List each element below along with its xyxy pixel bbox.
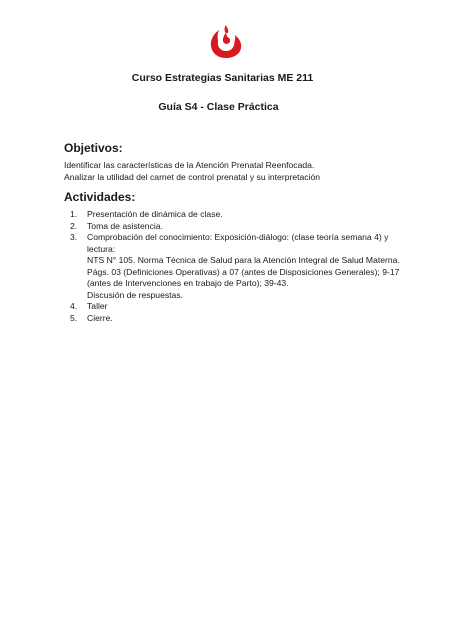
activity-number: 4. (70, 301, 78, 311)
activity-text: Toma de asistencia. (87, 220, 163, 231)
activity-item (64, 209, 404, 221)
upc-flame-logo-icon (209, 24, 243, 60)
activity-text: NTS N° 105. Norma Técnica de Salud para la Atención Integral de Salud Materna. (87, 255, 400, 265)
activity-text: Comprobación del conocimiento: Exposición-diálogo: (clase teoría semana 4) y (87, 232, 389, 242)
activity-number: 3. (70, 232, 78, 242)
activity-item (64, 313, 404, 325)
activity-item (64, 232, 404, 301)
objectives-heading: Objetivos: (64, 141, 123, 155)
activity-number: 2. (70, 220, 78, 231)
objective-item: Identificar las características de la Atención Prenatal Reenfocada. (64, 160, 315, 170)
activity-text: Discusión de respuestas. (87, 289, 184, 300)
objectives-list (64, 160, 404, 183)
activity-item (64, 221, 404, 233)
guide-title: Guía S4 - Clase Práctica (158, 101, 279, 113)
activity-item (64, 301, 404, 313)
course-title: Curso Estrategias Sanitarias ME 211 (131, 72, 314, 84)
activity-text: Págs. 03 (Definiciones Operativas) a 07 (antes de Disposiciones Generales); 9-17 (87, 266, 400, 277)
activity-text: lectura: (87, 243, 116, 254)
activity-text: Cierre. (87, 312, 113, 323)
activities-list (64, 209, 404, 324)
activity-number: 1. (70, 209, 78, 219)
activity-text: Presentación de dinámica de clase. (87, 209, 223, 219)
activity-text: (antes de Intervenciones en trabajo de Parto); 39-43. (87, 278, 289, 288)
activity-number: 5. (70, 312, 78, 323)
objective-item: Analizar la utilidad del carnet de control prenatal y su interpretación (64, 171, 321, 182)
activity-text: Taller (87, 301, 108, 311)
activities-heading: Actividades: (64, 190, 136, 204)
